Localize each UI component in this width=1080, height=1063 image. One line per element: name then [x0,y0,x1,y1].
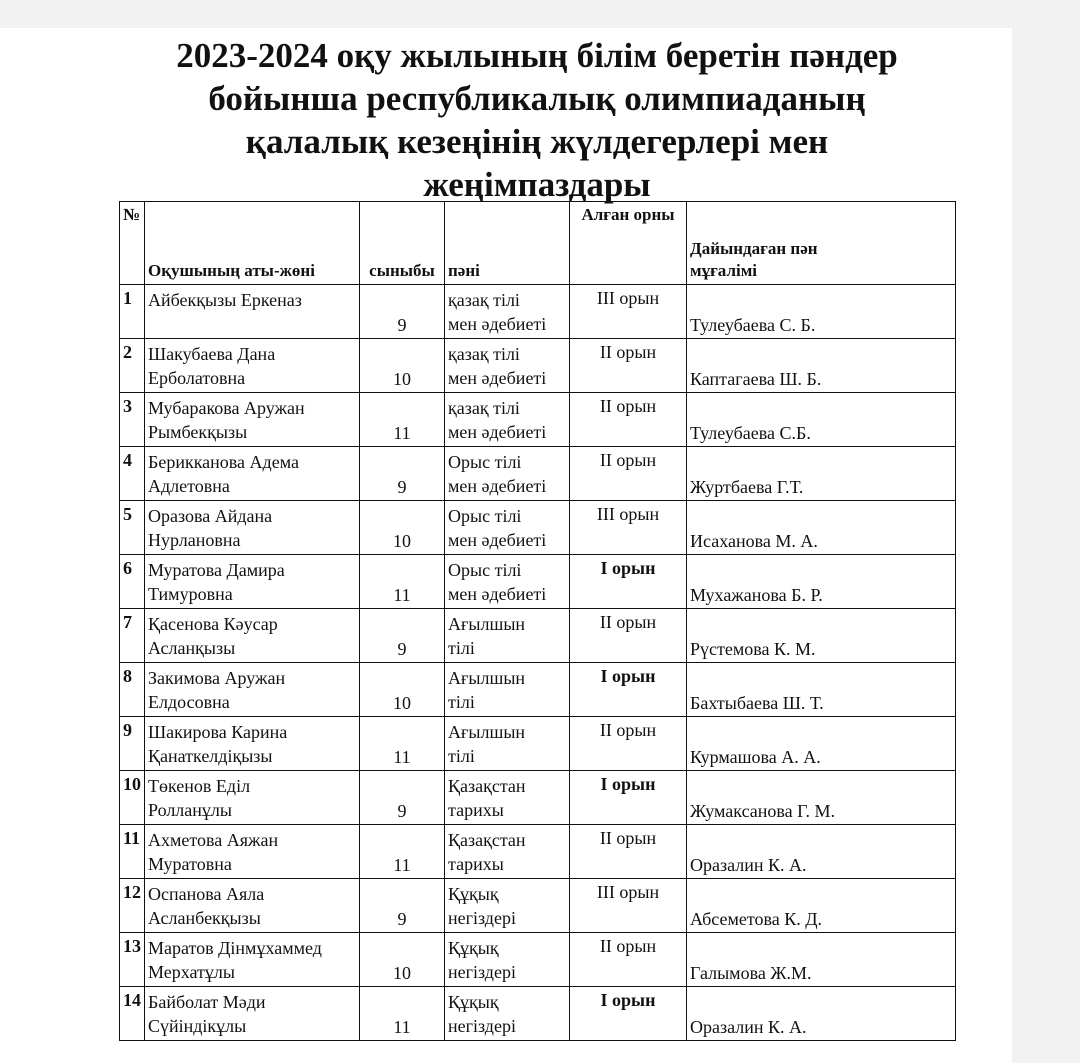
student-name-line: Ролланұлы [148,800,232,820]
student-name-line: Елдосовна [148,692,230,712]
student-name-line: Берикканова Адема [148,452,299,472]
teacher: Бахтыбаева Ш. Т. [687,663,956,717]
table-row [120,393,956,447]
place: II орын [570,339,687,393]
table-body [120,285,956,1041]
table-row [120,609,956,663]
student-name-line: Закимова Аружан [148,668,286,688]
subject-line: негіздері [448,962,516,982]
student-name-line: Тимуровна [148,584,233,604]
subject-line: тарихы [448,800,504,820]
row-number: 14 [120,987,145,1041]
subject-line: тарихы [448,854,504,874]
student-name [145,393,360,447]
student-grade: 10 [360,663,445,717]
teacher: Абсеметова К. Д. [687,879,956,933]
student-name [145,717,360,771]
place: I орын [570,771,687,825]
student-name [145,501,360,555]
student-name [145,339,360,393]
table-row [120,663,956,717]
teacher: Галымова Ж.М. [687,933,956,987]
student-name-line: Асланбекқызы [148,908,261,928]
header-name: Оқушының аты-жөні [145,202,360,285]
subject-line: Құқық [448,938,499,958]
student-name [145,825,360,879]
subject-line: Орыс тілі [448,560,522,580]
subject [445,285,570,339]
student-name-line: Нурлановна [148,530,241,550]
student-name-line: Мубаракова Аружан [148,398,305,418]
header-teacher-line: мұғалімі [690,261,758,280]
teacher: Курмашова А. А. [687,717,956,771]
teacher: Жумаксанова Г. М. [687,771,956,825]
subject-line: мен әдебиеті [448,422,547,442]
subject-line: Қазақстан [448,776,526,796]
place: I орын [570,555,687,609]
student-name [145,609,360,663]
student-name-line: Байболат Мәди [148,992,266,1012]
student-name [145,987,360,1041]
subject-line: негіздері [448,1016,516,1036]
teacher: Мухажанова Б. Р. [687,555,956,609]
subject-line: Орыс тілі [448,506,522,526]
subject-line: тілі [448,746,475,766]
header-no: № [120,202,145,285]
subject-line: негіздері [448,908,516,928]
subject [445,771,570,825]
subject-line: мен әдебиеті [448,368,547,388]
row-number: 13 [120,933,145,987]
student-name [145,555,360,609]
subject [445,825,570,879]
header-grade: сыныбы [360,202,445,285]
row-number: 11 [120,825,145,879]
place: I орын [570,987,687,1041]
student-name-line: Адлетовна [148,476,230,496]
subject [445,555,570,609]
document-page [0,28,1012,1063]
place: III орын [570,285,687,339]
subject [445,879,570,933]
student-grade: 9 [360,447,445,501]
subject-line: Қазақстан [448,830,526,850]
subject [445,339,570,393]
place: I орын [570,663,687,717]
header-teacher [687,202,956,285]
table-row [120,825,956,879]
teacher: Рүстемова К. М. [687,609,956,663]
student-name-line: Төкенов Еділ [148,776,251,796]
row-number: 2 [120,339,145,393]
student-name [145,663,360,717]
place: III орын [570,879,687,933]
row-number: 4 [120,447,145,501]
student-name-line: Айбекқызы Еркеназ [148,290,302,310]
place: II орын [570,717,687,771]
student-name-line: Оразова Айдана [148,506,273,526]
row-number: 5 [120,501,145,555]
student-name-line: Қасенова Кәусар [148,614,278,634]
document-title [100,34,974,206]
teacher: Тулеубаева С.Б. [687,393,956,447]
subject [445,987,570,1041]
subject-line: қазақ тілі [448,344,520,364]
row-number: 3 [120,393,145,447]
title-line: жеңімпаздары [423,165,651,204]
student-grade: 11 [360,825,445,879]
place: III орын [570,501,687,555]
subject-line: Ағылшын [448,722,526,742]
student-name-line: Муратова Дамира [148,560,285,580]
table-row [120,771,956,825]
title-line: қалалық кезеңінің жүлдегерлері мен [245,122,829,161]
place: II орын [570,825,687,879]
subject-line: мен әдебиеті [448,476,547,496]
table-row [120,879,956,933]
subject-line: тілі [448,638,475,658]
student-grade: 11 [360,717,445,771]
teacher: Тулеубаева С. Б. [687,285,956,339]
student-name [145,447,360,501]
student-grade: 9 [360,771,445,825]
row-number: 12 [120,879,145,933]
student-grade: 10 [360,501,445,555]
student-grade: 9 [360,285,445,339]
student-grade: 9 [360,609,445,663]
row-number: 8 [120,663,145,717]
subject-line: Ағылшын [448,614,526,634]
subject-line: мен әдебиеті [448,530,547,550]
student-name-line: Рымбекқызы [148,422,248,442]
row-number: 9 [120,717,145,771]
student-name [145,933,360,987]
row-number: 10 [120,771,145,825]
student-grade: 11 [360,555,445,609]
table-row [120,447,956,501]
student-name-line: Шакирова Карина [148,722,288,742]
table-row [120,501,956,555]
subject-line: Орыс тілі [448,452,522,472]
subject-line: Құқық [448,884,499,904]
student-name-line: Шакубаева Дана [148,344,276,364]
student-name-line: Ерболатовна [148,368,246,388]
student-name-line: Мерхатұлы [148,962,235,982]
table-row [120,555,956,609]
subject [445,393,570,447]
student-grade: 10 [360,339,445,393]
subject-line: қазақ тілі [448,290,520,310]
table-header-row [120,202,956,285]
subject [445,447,570,501]
student-grade: 10 [360,933,445,987]
subject-line: қазақ тілі [448,398,520,418]
student-name [145,285,360,339]
student-name-line: Қанаткелдіқызы [148,746,273,766]
subject [445,663,570,717]
subject [445,933,570,987]
place: II орын [570,609,687,663]
place: II орын [570,393,687,447]
table-row [120,339,956,393]
teacher: Журтбаева Г.Т. [687,447,956,501]
student-name-line: Сүйіндікұлы [148,1016,247,1036]
subject [445,717,570,771]
title-line: 2023-2024 оқу жылының білім беретін пәндер [176,36,898,75]
student-name [145,771,360,825]
subject [445,501,570,555]
student-grade: 11 [360,393,445,447]
winners-table [119,201,956,1041]
row-number: 6 [120,555,145,609]
student-name-line: Оспанова Аяла [148,884,265,904]
place: II орын [570,933,687,987]
subject-line: Құқық [448,992,499,1012]
student-grade: 11 [360,987,445,1041]
header-subject: пәні [445,202,570,285]
student-name-line: Муратовна [148,854,232,874]
teacher: Оразалин К. А. [687,825,956,879]
subject-line: мен әдебиеті [448,584,547,604]
table-row [120,717,956,771]
row-number: 7 [120,609,145,663]
student-grade: 9 [360,879,445,933]
header-place: Алған орны [570,202,687,285]
student-name-line: Ахметова Аяжан [148,830,279,850]
table-row [120,933,956,987]
teacher: Оразалин К. А. [687,987,956,1041]
student-name-line: Асланқызы [148,638,236,658]
place: II орын [570,447,687,501]
table-row [120,285,956,339]
teacher: Исаханова М. А. [687,501,956,555]
header-teacher-line: Дайындаған пән [690,239,818,258]
subject-line: мен әдебиеті [448,314,547,334]
teacher: Каптагаева Ш. Б. [687,339,956,393]
row-number: 1 [120,285,145,339]
subject [445,609,570,663]
table-row [120,987,956,1041]
subject-line: Ағылшын [448,668,526,688]
student-name [145,879,360,933]
student-name-line: Маратов Дінмұхаммед [148,938,322,958]
title-line: бойынша республикалық олимпиаданың [208,79,866,118]
subject-line: тілі [448,692,475,712]
